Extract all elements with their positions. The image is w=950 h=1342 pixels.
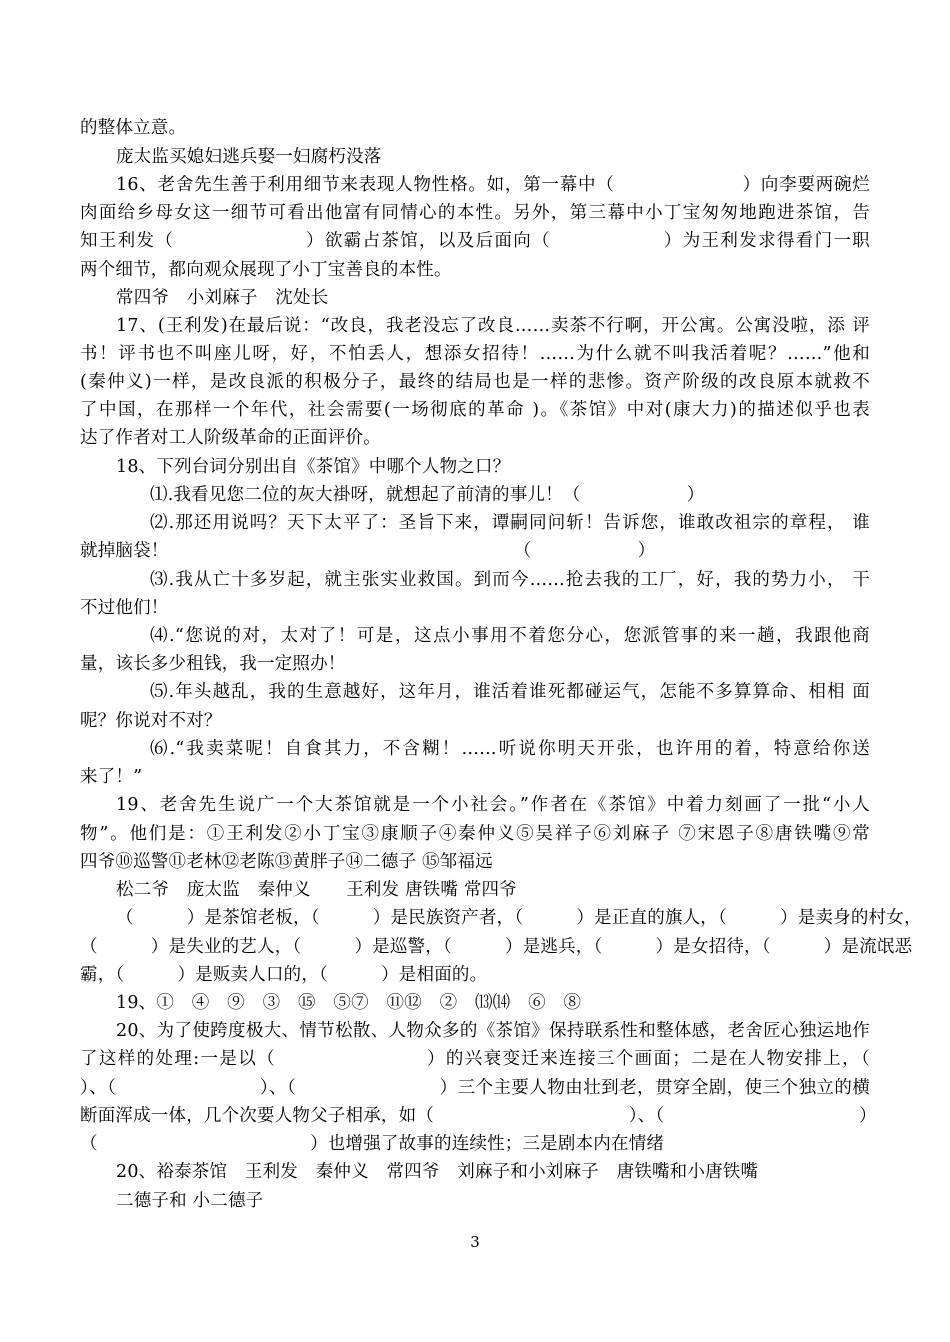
text-line: 书！评书也不叫座儿呀，好，不怕丢人，想添女招待！……为什么就不叫我活着呢？……”他和: [80, 344, 870, 364]
quote-item: ⑵.那还用说吗？天下太平了：圣旨下来，谭嗣同问斩！告诉您，谁敢改祖宗的章程， 谁: [150, 513, 870, 533]
page-number: 3: [470, 1233, 480, 1251]
answer-line: 20、裕泰茶馆 王利发 秦仲义 常四爷 刘麻子和小刘麻子 唐铁嘴和小唐铁嘴: [116, 1162, 759, 1182]
answer-line: 松二爷 庞太监 秦仲义 王利发 唐铁嘴 常四爷: [116, 880, 517, 900]
text-line: （ ）是失业的艺人，（ ）是巡警，（ ）是逃兵，（ ）是女招待，（ ）是流氓恶: [80, 937, 913, 957]
text-line: 来了！”: [80, 767, 143, 787]
text-line: 知王利发（ ）欲霸占茶馆，以及后面向（ ）为王利发求得看门一职: [80, 231, 870, 251]
answer-line: 庞太监买媳妇逃兵娶一妇腐朽没落: [116, 147, 382, 167]
question-20: 20、为了使跨度极大、情节松散、人物众多的《茶馆》保持联系性和整体感，老舍匠心独运地作: [116, 1021, 870, 1041]
text-line: 霸，（ ）是贩卖人口的，（ ）是相面的。: [80, 965, 488, 985]
quote-item: ⑷.“您说的对，太对了！可是，这点小事用不着您分心，您派管事的来一趟，我跟他商: [150, 626, 870, 646]
text-line: 的整体立意。: [80, 118, 187, 138]
text-line: 断面浑成一体，几个次要人物父子相承，如（ ）、（ ）: [80, 1106, 877, 1126]
text-line: 肉面给乡母女这一细节可看出他富有同情心的本性。另外，第三幕中小丁宝匆匆地跑进茶馆，告: [80, 203, 870, 223]
text-line: 四爷⑩巡警⑪老林⑫老陈⑬黄胖子⑭二德子 ⑮邹福远: [80, 852, 493, 872]
question-19: 19、老舍先生说广一个大茶馆就是一个小社会。”作者在《茶馆》中着力刻画了一批“小人: [116, 795, 870, 815]
text-line: 达了作者对工人阶级革命的正面评价。: [80, 428, 381, 448]
text-line: 两个细节，都向观众展现了小丁宝善良的本性。: [80, 260, 452, 280]
text-line: 不过他们！: [80, 598, 169, 618]
quote-item: ⑹.“我卖菜呢！自食其力，不含糊！……听说你明天开张，也许用的着，特意给你送: [150, 739, 870, 759]
question-17: 17、(王利发)在最后说：“改良，我老没忘了改良……卖茶不行啊，开公寓。公寓没啦，添 评: [116, 316, 870, 336]
answer-line: 常四爷 小刘麻子 沈处长: [116, 288, 329, 308]
text-line: ）、（ ）、（ ）三个主要人物由壮到老，贯穿全剧，使三个独立的横: [80, 1078, 870, 1098]
quote-item: ⑴.我看见您二位的灰大褂呀，就想起了前清的事儿！（ ）: [150, 485, 705, 505]
answer-line: 二德子和 小二德子: [116, 1191, 264, 1211]
text-line: 了这样的处理:一是以（ ）的兴衰变迁来连接三个画面；二是在人物安排上，（: [80, 1049, 870, 1069]
text-line: 了中国，在那样一个年代，社会需要(一场彻底的革命 )。《茶馆》中对(康大力)的描述似乎也表: [80, 400, 870, 420]
quote-item: ⑸.年头越乱，我的生意越好，这年月，谁活着谁死都碰运气，怎能不多算算命、相相 面: [150, 682, 870, 702]
text-line: 呢？你说对不对？: [80, 711, 222, 731]
question-18: 18、下列台词分别出自《茶馆》中哪个人物之口？: [116, 457, 511, 477]
text-line: （ ）是茶馆老板，（ ）是民族资产者，（ ）是正直的旗人，（ ）是卖身的村女，: [116, 908, 922, 928]
text-line: 就掉脑袋！ （ ）: [80, 541, 656, 561]
text-line: （ ）也增强了故事的连续性；三是剧本内在情绪: [80, 1134, 665, 1154]
text-line: (秦仲义)一样，是改良派的积极分子，最终的结局也是一样的悲惨。资产阶级的改良原本就救不: [80, 372, 870, 392]
text-line: 物”。他们是：①王利发②小丁宝③康顺子④秦仲义⑤吴祥子⑥刘麻子 ⑦宋恩子⑧唐铁嘴⑨常: [80, 824, 870, 844]
quote-item: ⑶.我从亡十多岁起，就主张实业救国。到而今……抢去我的工厂，好，我的势力小， 干: [150, 570, 870, 590]
question-16: 16、老舍先生善于利用细节来表现人物性格。如，第一幕中（ ）向李要两碗烂: [116, 175, 870, 195]
text-line: 量，该长多少租钱，我一定照办！: [80, 654, 346, 674]
answer-line: 19、① ④ ⑨ ③ ⑮ ⑤⑦ ⑪⑫ ② ⒀⒁ ⑥ ⑧: [116, 993, 582, 1013]
